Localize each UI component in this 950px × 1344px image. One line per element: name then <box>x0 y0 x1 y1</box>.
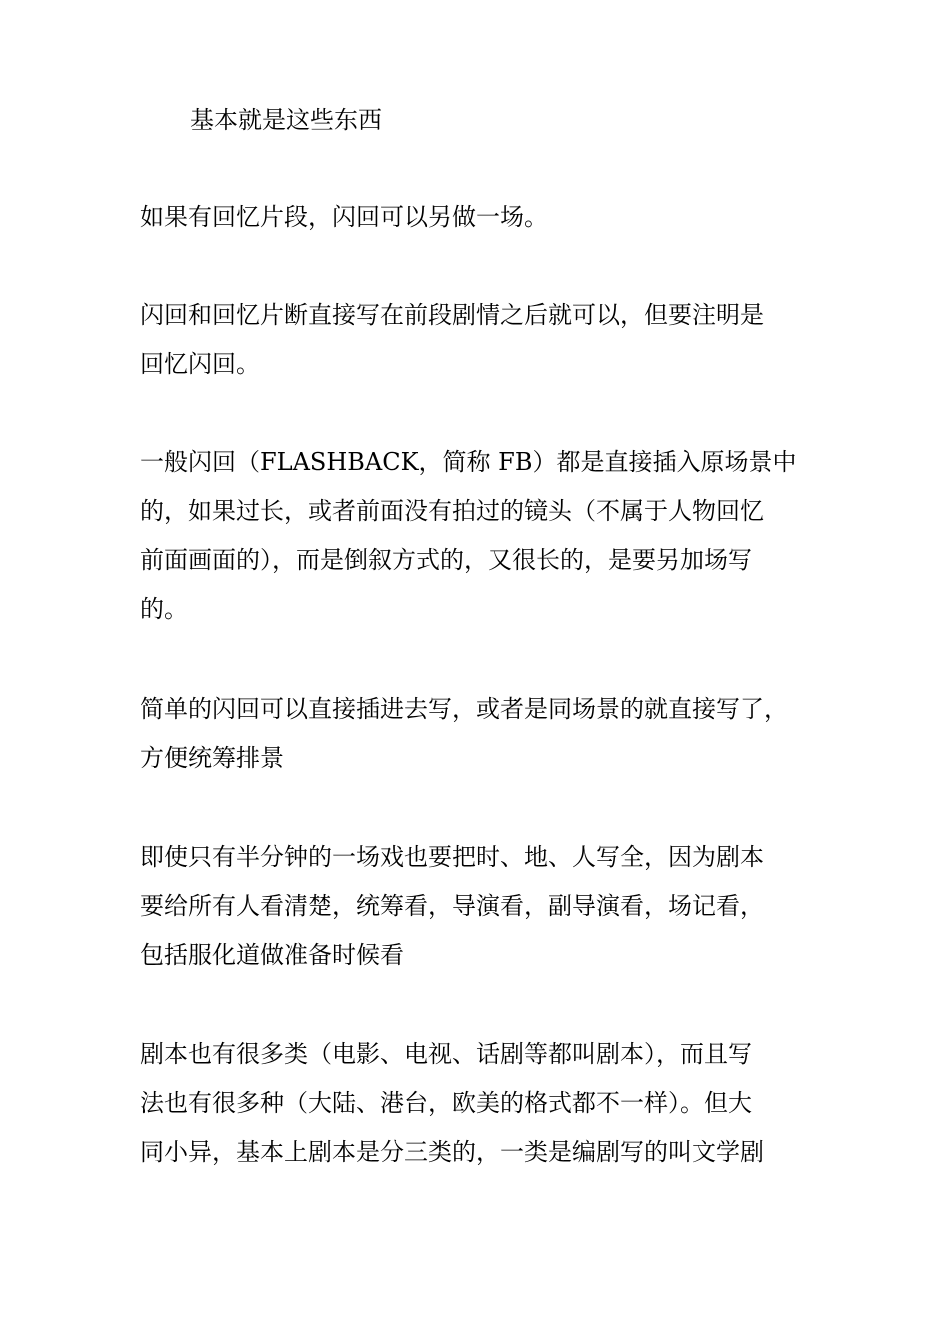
paragraph-flashback-separate-scene <box>140 193 820 242</box>
text-line: 即使只有半分钟的一场戏也要把时、地、人写全，因为剧本 <box>140 843 764 871</box>
text-line: 要给所有人看清楚，统筹看，导演看，副导演看，场记看， <box>140 892 764 920</box>
text-line: 闪回和回忆片断直接写在前段剧情之后就可以，但要注明是 <box>140 301 764 329</box>
text-line: 一般闪回（FLASHBACK，简称 FB）都是直接插入原场景中 <box>140 448 797 476</box>
text-line: 同小异，基本上剧本是分三类的，一类是编剧写的叫文学剧 <box>140 1138 764 1166</box>
text-line: 前面画面的），而是倒叙方式的，又很长的，是要另加场写 <box>140 546 752 574</box>
text-line: 的。 <box>140 595 188 623</box>
paragraph-flashback-placement <box>140 291 820 389</box>
text-line: 简单的闪回可以直接插进去写，或者是同场景的就直接写了， <box>140 695 788 723</box>
paragraph-simple-flashback <box>140 685 820 783</box>
text-line: 法也有很多种（大陆、港台，欧美的格式都不一样）。但大 <box>140 1089 752 1117</box>
text-line: 回忆闪回。 <box>140 350 260 378</box>
text-line: 基本就是这些东西 <box>190 106 382 134</box>
text-line: 如果有回忆片段，闪回可以另做一场。 <box>140 203 548 231</box>
paragraph-scene-details <box>140 833 820 980</box>
paragraph-script-types <box>140 1030 820 1177</box>
paragraph-intro <box>190 96 870 145</box>
text-line: 的，如果过长，或者前面没有拍过的镜头（不属于人物回忆 <box>140 497 764 525</box>
text-line: 剧本也有很多类（电影、电视、话剧等都叫剧本），而且写 <box>140 1040 752 1068</box>
paragraph-flashback-general <box>140 438 820 634</box>
text-line: 方便统筹排景 <box>140 744 284 772</box>
text-line: 包括服化道做准备时候看 <box>140 941 404 969</box>
